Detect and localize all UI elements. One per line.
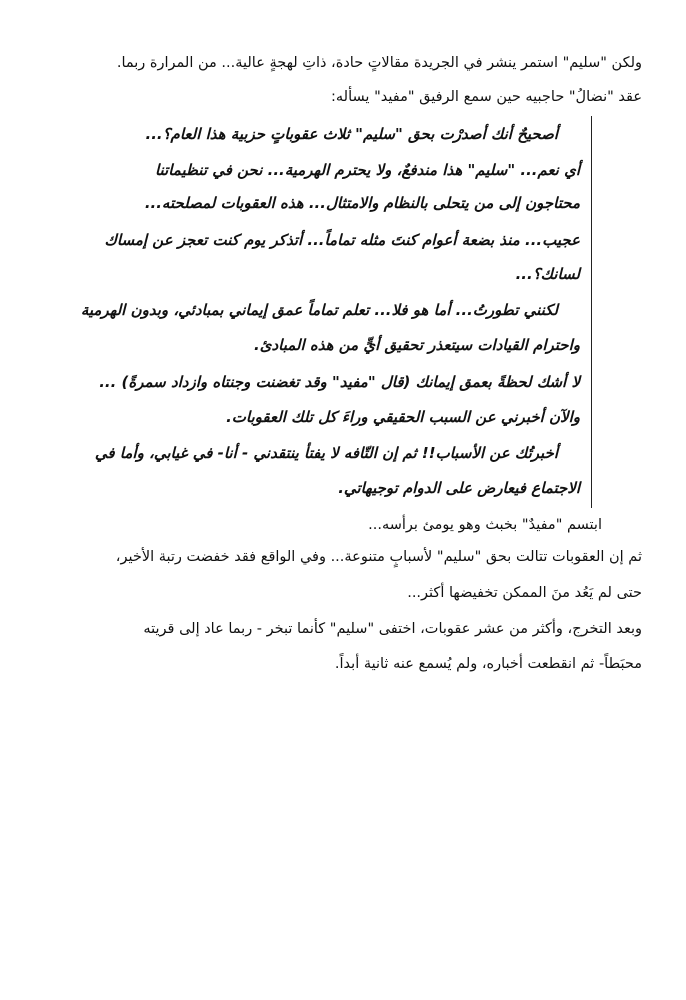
dialogue-line: الاجتماع فيعارض على الدوام توجيهاتي. [338, 479, 580, 497]
paragraph-line: حتى لم يَعُد منَ الممكن تخفيضها أكثر... [407, 585, 642, 601]
dialogue-line: لكنني تطورتُ... أما هو فلا... تعلم تماماً عمق إيماني بمبادئي، وبدون الهرمية [80, 301, 558, 319]
dialogue-line: أي نعم... "سليم" هذا مندفعٌ، ولا يحترم الهرمية... نحن في تنظيماتنا [154, 161, 580, 179]
dialogue-line: لا أشك لحظةً بعمق إيمانك (قال "مفيد" وقد تغضنت وجنتاه وازداد سمرةً) ... [99, 373, 580, 391]
dialogue-rule [591, 116, 592, 508]
dialogue-line: عجيب... منذ بضعة أعوام كنتَ مثله تماماً... أتذكر يوم كنت تعجز عن إمساك [104, 231, 580, 249]
paragraph-line: ولكن "سليم" استمر ينشر في الجريدة مقالاتٍ حادة، ذاتِ لهجةٍ عالية... من المرارة ربما. [116, 55, 642, 71]
paragraph-line: وبعد التخرج، وأكثر من عشر عقوبات، اختفى "سليم" كأنما تبخر - ربما عاد إلى قريته [143, 621, 642, 637]
dialogue-line: محتاجون إلى من يتحلى بالنظام والامتثال... هذه العقوبات لمصلحته... [144, 194, 580, 212]
paragraph-line: محبَطاً- ثم انقطعت أخباره، ولم يُسمع عنه ثانية أبداً. [334, 656, 642, 672]
dialogue-line: والآن أخبرني عن السبب الحقيقي وراءَ كل تلك العقوبات. [226, 408, 580, 426]
dialogue-line: أصحيحٌ أنك أصدرْت بحق "سليم" ثلاث عقوباتٍ حزبية هذا العام؟... [145, 125, 558, 143]
dialogue-line: أخبرتُك عن الأسباب!! ثم إن التّافه لا يفتأ ينتقدني - أنا- في غيابي، وأما في [94, 444, 558, 462]
paragraph-line: عقد "نضالُ" حاجبيه حين سمع الرفيق "مفيد" يسأله: [331, 89, 642, 105]
dialogue-line: لسانك؟... [515, 265, 580, 283]
paragraph-line: ابتسم "مفيدٌ" بخبث وهو يومئ برأسه... [368, 517, 602, 533]
dialogue-line: واحترام القيادات سيتعذر تحقيق أيٍّ من هذه المبادئ. [254, 336, 580, 354]
paragraph-line: ثم إن العقوبات تتالت بحق "سليم" لأسبابٍ متنوعة... وفي الواقع فقد خفضت رتبة الأخير، [115, 549, 642, 565]
